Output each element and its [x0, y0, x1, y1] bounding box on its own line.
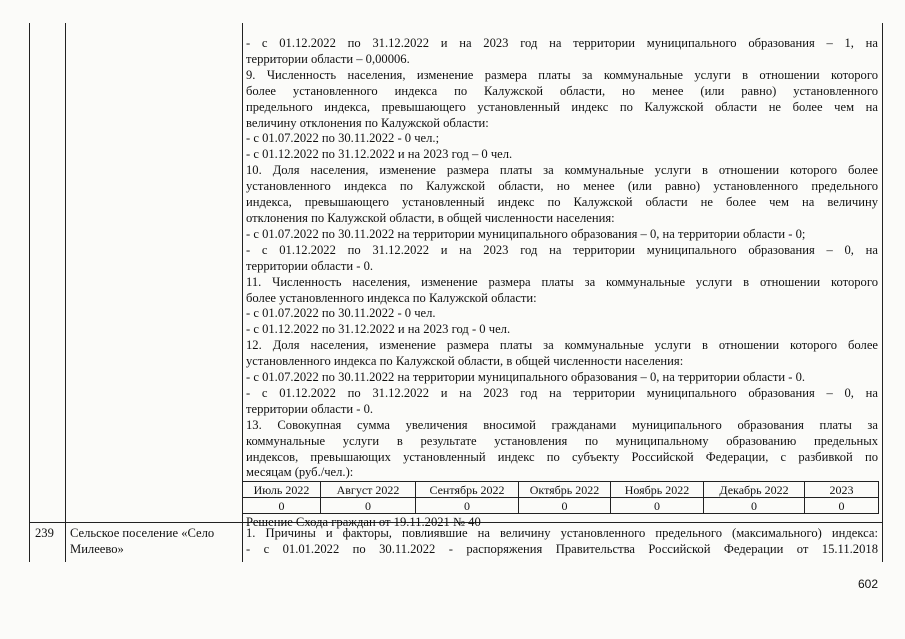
month-header: Октябрь 2022 — [519, 482, 611, 498]
month-value: 0 — [611, 498, 704, 514]
text-line: предельного индекса, превышающего установленный индекс по Калужской области не более чем на — [246, 99, 878, 114]
monthly-sum-table — [242, 481, 879, 514]
text-line: 13. Совокупная сумма увеличения вносимой гражданами муниципального образования платы за — [246, 417, 878, 432]
table-border-right — [882, 23, 883, 562]
text-line: - с 01.12.2022 по 31.12.2022 и на 2023 год на территории муниципального образования – 0, на — [246, 385, 878, 400]
text-line: - с 01.07.2022 по 30.11.2022 на территории муниципального образования – 0, на территории области - 0. — [246, 370, 806, 385]
text-line: - с 01.12.2022 по 31.12.2022 и на 2023 год - 0 чел. — [246, 322, 511, 337]
text-line: величину отклонения по Калужской области: — [246, 115, 489, 130]
municipality-name: Сельское поселение «Село Милеево» — [70, 526, 215, 556]
month-header: Июль 2022 — [243, 482, 321, 498]
text-line: территории области – 0,00006. — [246, 51, 410, 66]
month-value: 0 — [704, 498, 805, 514]
text-line: - с 01.07.2022 по 30.11.2022 - 0 чел.; — [246, 131, 440, 146]
text-line: индексов, превышающих установленный индекс по субъекту Российской Федерации, с разбивкой по — [246, 449, 878, 464]
text-line: - с 01.12.2022 по 31.12.2022 и на 2023 год – 0 чел. — [246, 147, 513, 162]
text-line: отклонения по Калужской области, в общей численности населения: — [246, 210, 615, 225]
text-line: установленного индекса по Калужской области, но менее (или равно) установленного предельного — [246, 179, 878, 194]
month-value: 0 — [805, 498, 879, 514]
text-line: индекса, превышающего установленный индекс по Калужской области не более чем на величину — [246, 195, 878, 210]
text-line: 1. Причины и факторы, повлиявшие на величину установленного предельного (максимального) индекса: — [246, 526, 878, 540]
month-value: 0 — [416, 498, 519, 514]
text-line: территории области - 0. — [246, 401, 374, 416]
text-line: коммунальные услуги в результате установления по муниципальному образованию предельных — [246, 433, 878, 448]
month-header: Ноябрь 2022 — [611, 482, 704, 498]
text-line: более установленного индекса по Калужской области: — [246, 290, 537, 305]
month-header: Декабрь 2022 — [704, 482, 805, 498]
table-border-left — [29, 23, 30, 562]
row-number: 239 — [35, 526, 54, 540]
month-header: 2023 — [805, 482, 879, 498]
page-number: 602 — [858, 577, 879, 591]
month-header: Сентябрь 2022 — [416, 482, 519, 498]
row-239-text — [246, 525, 878, 557]
table-border-col1 — [65, 23, 66, 562]
text-line: - с 01.12.2022 по 31.12.2022 и на 2023 год на территории муниципального образования – 1, на — [246, 36, 878, 50]
text-line: территории области - 0. — [246, 258, 374, 273]
text-line: 9. Численность населения, изменение размера платы за коммунальные услуги в отношении которого — [246, 67, 878, 82]
monthly-table-header-row — [243, 482, 879, 498]
text-line: более установленного индекса по Калужской области, но менее (или равно) установленного — [246, 83, 878, 98]
month-value: 0 — [321, 498, 416, 514]
text-line: установленного индекса по Калужской области, в общей численности населения: — [246, 354, 684, 369]
text-line: 11. Численность населения, изменение размера платы за коммунальные услуги в отношении которого — [246, 274, 878, 289]
content-cell — [246, 36, 878, 531]
monthly-table-value-row — [243, 498, 879, 514]
text-line: - с 01.07.2022 по 30.11.2022 - 0 чел. — [246, 306, 436, 321]
month-value: 0 — [519, 498, 611, 514]
decision-reference: Решение Схода граждан от 19.11.2021 № 40 — [246, 515, 481, 530]
text-line: 12. Доля населения, изменение размера платы за коммунальные услуги в отношении которого более — [246, 338, 878, 353]
text-line: 10. Доля населения, изменение размера платы за коммунальные услуги в отношении которого более — [246, 163, 878, 178]
month-value: 0 — [243, 498, 321, 514]
content-paragraphs — [246, 36, 878, 481]
month-header: Август 2022 — [321, 482, 416, 498]
text-line: - с 01.12.2022 по 31.12.2022 и на 2023 год на территории муниципального образования – 0, на — [246, 242, 878, 257]
text-line: - с 01.07.2022 по 30.11.2022 на территории муниципального образования – 0, на территории области - 0; — [246, 226, 806, 241]
text-line: месяцам (руб./чел.): — [246, 465, 354, 480]
text-line: - с 01.01.2022 по 30.11.2022 - распоряжения Правительства Российской Федерации от 15.11.2018 — [246, 542, 878, 556]
